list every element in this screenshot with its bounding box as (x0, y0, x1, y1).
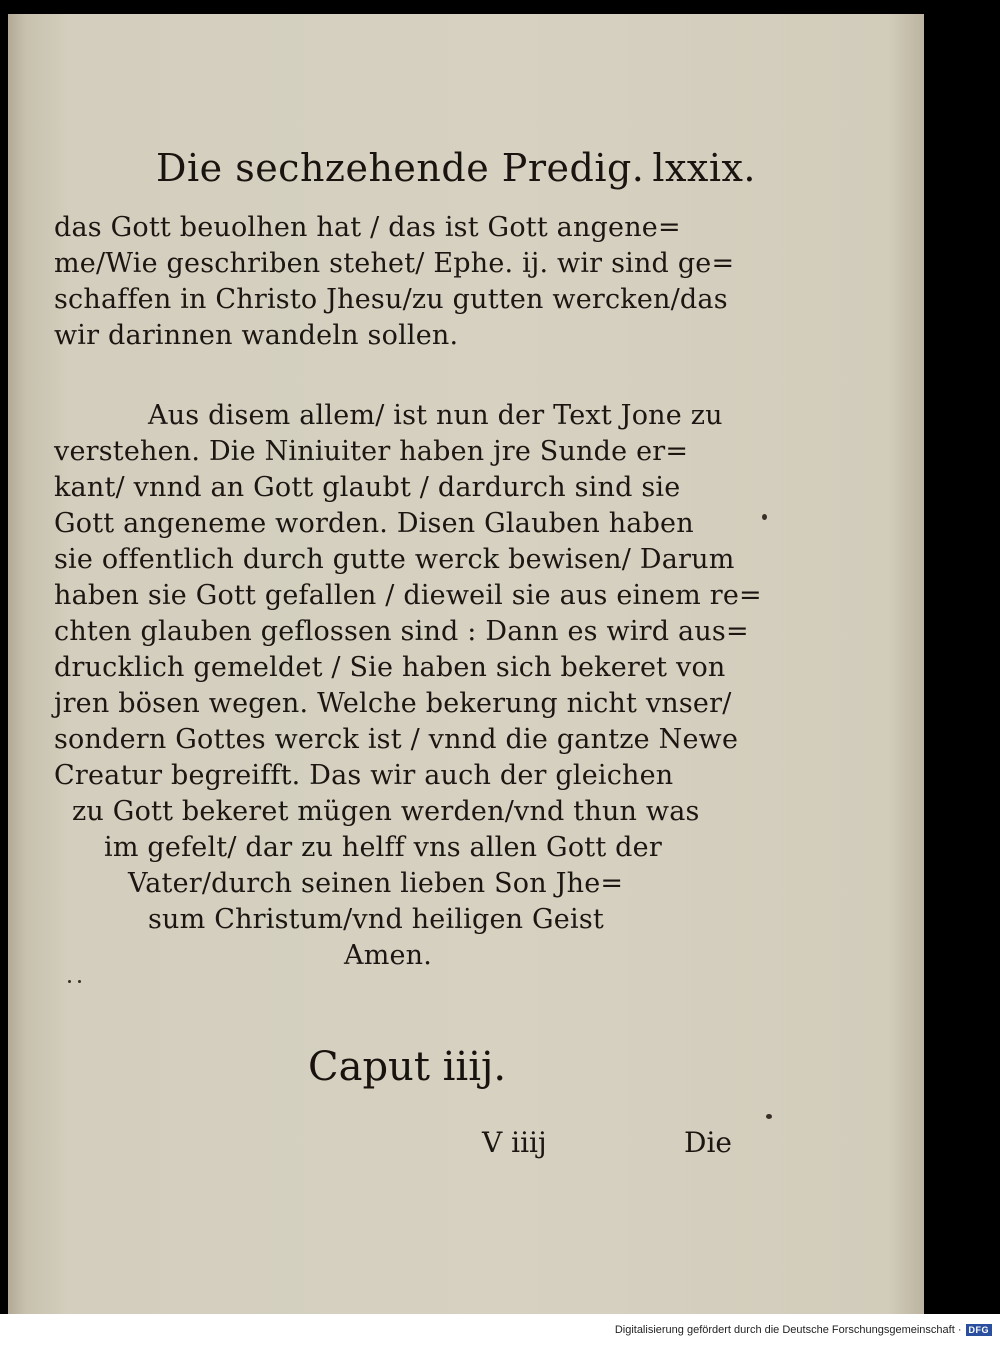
text-line: haben sie Gott gefallen / dieweil sie aus einem re= (54, 580, 762, 611)
text-line: verstehen. Die Niniuiter haben jre Sunde er= (54, 436, 689, 467)
text-line: das Gott beuolhen hat / das ist Gott angene= (54, 212, 681, 243)
text-line: Aus disem allem/ ist nun der Text Jone zu (148, 400, 723, 431)
text-line: me/Wie geschriben stehet/ Ephe. ij. wir sind ge= (54, 248, 735, 279)
credit-bar (0, 1314, 1000, 1350)
running-head (156, 146, 756, 190)
text-line: im gefelt/ dar zu helff vns allen Gott der (104, 832, 662, 863)
credit-text: Digitalisierung gefördert durch die Deutsche Forschungsgemeinschaft · (614, 1324, 962, 1336)
text-line: Gott angeneme worden. Disen Glauben haben (54, 508, 694, 539)
page-footer (482, 1126, 732, 1159)
dfg-logo: DFG (966, 1324, 993, 1336)
ink-speck (68, 980, 71, 983)
text-line: kant/ vnnd an Gott glaubt / dardurch sind sie (54, 472, 681, 503)
ink-speck (78, 980, 81, 983)
ink-speck (762, 514, 767, 520)
text-line: Amen. (344, 940, 433, 971)
text-line: jren bösen wegen. Welche bekerung nicht vnser/ (54, 688, 732, 719)
text-line: schaffen in Christo Jhesu/zu gutten wercken/das (54, 284, 728, 315)
text-line: Vater/durch seinen lieben Son Jhe= (128, 868, 624, 899)
running-head-title: Die sechzehende Predig. (156, 146, 645, 190)
text-line: Creatur begreifft. Das wir auch der gleichen (54, 760, 674, 791)
ink-speck (766, 1114, 772, 1119)
text-line: chten glauben geflossen sind : Dann es wird aus= (54, 616, 749, 647)
text-line: sum Christum/vnd heiligen Geist (148, 904, 604, 935)
text-line: zu Gott bekeret mügen werden/vnd thun was (72, 796, 700, 827)
folio-number: lxxix. (652, 146, 756, 190)
scanned-page (8, 14, 924, 1314)
text-line: sie offentlich durch gutte werck bewisen/ Darum (54, 544, 735, 575)
text-line: sondern Gottes werck ist / vnnd die gantze Newe (54, 724, 739, 755)
chapter-heading: Caput iiij. (308, 1044, 507, 1090)
catchword: Die (684, 1126, 732, 1159)
signature-mark: V iiij (482, 1126, 547, 1159)
text-line: wir darinnen wandeln sollen. (54, 320, 459, 351)
text-line: drucklich gemeldet / Sie haben sich bekeret von (54, 652, 726, 683)
